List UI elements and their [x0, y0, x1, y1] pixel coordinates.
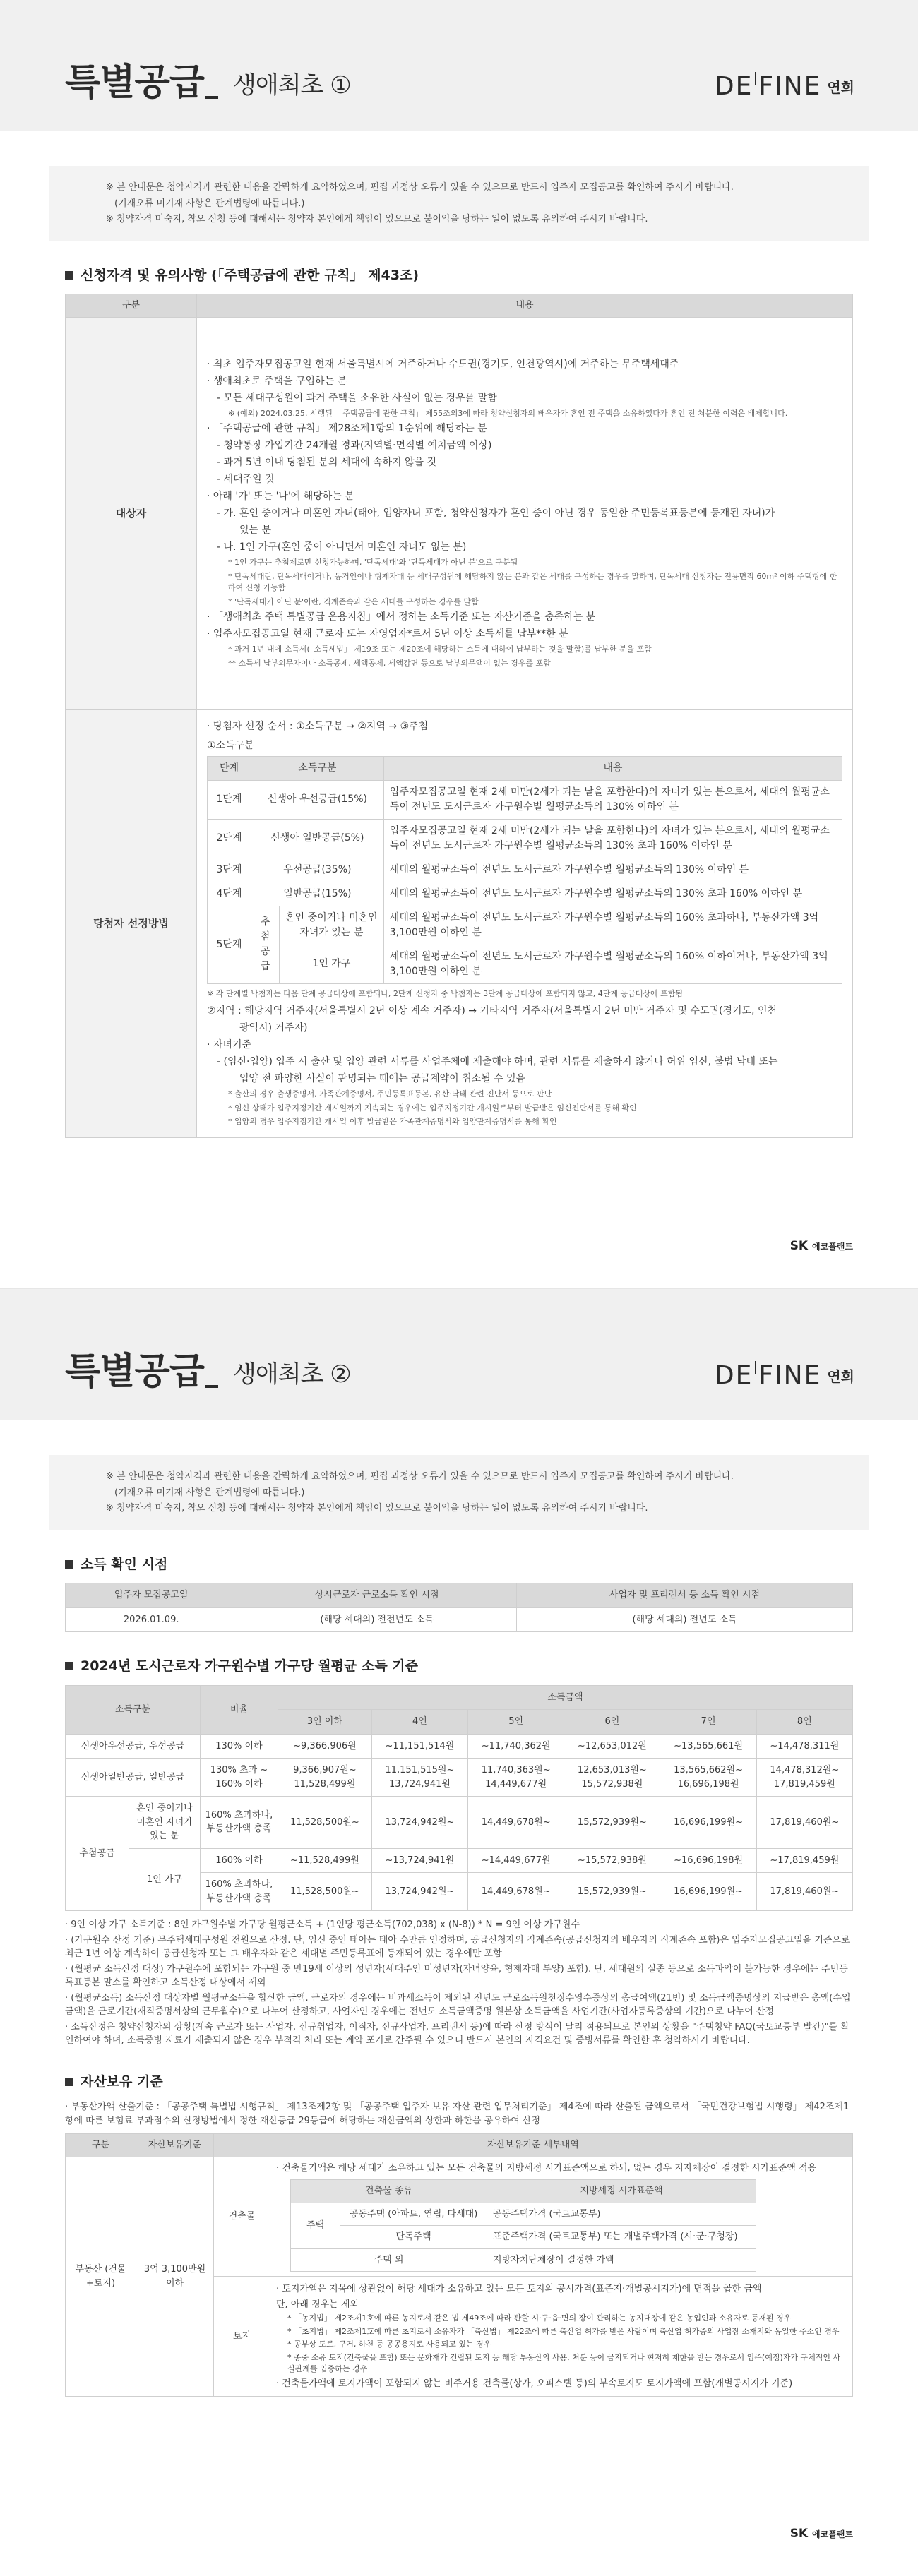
page-title: [65, 1344, 351, 1399]
table-row: 추첨공급 혼인 중이거나 미혼인 자녀가 있는 분 160% 초과하나, 부동산가액 충족 11,528,500원~ 13,724,942원~ 14,449,678원~ 15,572,939원~ 16,696,199원~ 17,819,460원~: [66, 1797, 853, 1849]
notice-line: ※ 청약자격 미숙지, 착오 신청 등에 대해서는 청약자 본인에게 책임이 있으므로 불이익을 당하는 일이 없도록 유의하여 주시기 바랍니다.: [106, 214, 648, 224]
list-item: * 「초지법」 제2조제1호에 따른 초지로서 소유자가 「축산법」 제22조에 따른 축산업 허가를 받은 사람이며 축산업 허가증의 사업장 소재지와 동일한 주소인 경우: [287, 2326, 840, 2336]
notice-box: [49, 1455, 869, 1530]
winner-content: [197, 709, 853, 1137]
list-item: * '단독세대가 아닌 분'이란, 직계존속과 같은 세대를 구성하는 경우를 말함: [228, 597, 479, 606]
notice-box: [49, 166, 869, 241]
list-item: · 「주택공급에 관한 규칙」 제28조제1항의 1순위에 해당하는 분: [207, 423, 487, 435]
list-item: 단, 아래 경우는 제외: [276, 2299, 359, 2310]
list-item: 입양 전 파양한 사실이 판명되는 때에는 공급계약이 취소될 수 있음: [239, 1073, 526, 1084]
list-item: · 입주자모집공고일 현재 근로자 또는 자영업자*로서 5년 이상 소득세를 납부**한 분: [207, 628, 568, 640]
title-sub: 생애최초 ②: [233, 1360, 351, 1389]
list-item: - 모든 세대구성원이 과거 주택을 소유한 사실이 없는 경우를 말함: [217, 392, 497, 404]
table-row: 5단계 추첨 공급 혼인 중이거나 미혼인 자녀가 있는 분 세대의 월평균소득이 전년도 도시근로자 가구원수별 월평균소득의 160% 초과하나, 부동산가액 3억 3,100만원 이하인 분: [208, 906, 842, 945]
list-item: · 「생애최초 주택 특별공급 운용지침」에서 정하는 소득기준 또는 자산기준을 충족하는 분: [207, 611, 596, 623]
notice-line: (기재오류 미기재 사항은 관계법령에 따릅니다.): [114, 198, 305, 209]
list-item: - 가. 혼인 중이거나 미혼인 자녀(태아, 입양자녀 포함, 청약신청자가 혼인 중이 아닌 경우 동일한 주민등록표등본에 등재된 자녀)가: [217, 508, 775, 520]
section-title: 소득 확인 시점: [65, 1554, 853, 1575]
list-item: * 「농지법」 제2조제1호에 따른 농지로서 같은 법 제49조에 따라 관할 시·구·읍·면의 장이 관리하는 농지대장에 같은 농업인과 소유자로 등재된 경우: [287, 2313, 792, 2323]
logo-suffix: 연희: [827, 79, 854, 96]
list-item: · 아래 '가' 또는 '나'에 해당하는 분: [207, 491, 354, 503]
table-row: 신생아일반공급, 일반공급 130% 초과 ~ 160% 이하 9,366,907원~ 11,528,499원 11,151,515원~ 13,724,941원 11,740,363원~ 14,449,677원 12,653,013원~ 15,572,938원 13,565,662원~ 16,696,198원 14,478,312원~ 17,819,459원: [66, 1759, 853, 1797]
list-item: - 나. 1인 가구(혼인 중이 아니면서 미혼인 자녀도 없는 분): [217, 541, 467, 553]
title-main: 특별공급: [65, 1350, 204, 1393]
income-table: [207, 756, 842, 984]
notice-line: ※ 청약자격 미숙지, 착오 신청 등에 대해서는 청약자 본인에게 책임이 있으므로 불이익을 당하는 일이 없도록 유의하여 주시기 바랍니다.: [106, 1503, 648, 1514]
row-header-winner: 당첨자 선정방법: [66, 709, 197, 1137]
table-row: 신생아우선공급, 우선공급 130% 이하 ~9,366,906원 ~11,151,514원 ~11,740,362원 ~12,653,012원 ~13,565,661원 ~14,478,311원: [66, 1734, 853, 1759]
title-underscore: [205, 1385, 218, 1388]
table-row: 1단계 신생아 우선공급(15%) 입주자모집공고일 현재 2세 미만(2세가 되는 날을 포함한다)의 자녀가 있는 분으로서, 세대의 월평균소득이 전년도 도시근로자 가구원수별 월평균소득의 130% 이하인 분: [208, 780, 842, 819]
list-item: 광역시) 거주자): [239, 1022, 308, 1034]
income-standard-table: 소득구분 비율 소득금액 3인 이하 4인 5인 6인 7인 8인 신생아우선공급, 우선공급 130% 이하 ~9,366,906원 ~11,151,514원 ~11,740,362원 ~12,653,012원 ~13,565,661원 ~14,478,311원 신생아일반공급, 일반공급 130% 초과 ~ 160% 이하 9,366,907원~ 11,528,499원 11,151,515원~ 13,724,941원 11,740,363원~ 14,449,677원 12,653,013원~ 15,572,938원 13,565,662원~ 16,696,198원 14,478,312원~ 17,819,459원 추첨공급 혼인 중이거나 미혼인 자녀가 있는 분 160% 초과하나, 부동산가액 충족 11,528,500원~ 13,724,942원~ 14,449,678원~ 15,572,939원~ 16,696,199원~ 17,819,460원~ 1인 가구 160% 이하 ~11,528,499원 ~13,724,941원 ~14,449,677원 ~15,572,938원 ~16,696,198원 ~17,819,459원 160% 초과하나, 부동산가액 충족 11,528,500원~ 13,724,942원~ 14,449,678원~ 15,572,939원~ 16,696,199원~ 17,819,460원~: [65, 1685, 853, 1912]
list-item: ②지역 : 해당지역 거주자(서울특별시 2년 이상 계속 거주자) → 기타지역 거주자(서울특별시 2년 미만 거주자 및 수도권(경기도, 인천: [207, 1005, 777, 1017]
income-time-table: 입주자 모집공고일 상시근로자 근로소득 확인 시점 사업자 및 프리랜서 등 소득 확인 시점 2026.01.09. (해당 세대의) 전전년도 소득 (해당 세대의) 전년도 소득: [65, 1583, 853, 1632]
title-main: 특별공급: [65, 61, 204, 104]
asset-intro: · 부동산가액 산출기준 : 「공공주택 특별법 시행규칙」 제13조제2항 및 「공공주택 입주자 보유 자산 관련 업무처리기준」 제4조에 따라 산출된 금액으로서 「국민건강보험법 시행령」 제42조제1항에 따른 보험료 부과점수의 산정방법에서 정한 재산등급 29등급에 해당하는 재산금액의 상한과 하한을 공유하여 산정: [65, 2102, 850, 2126]
list-item: · 생애최초로 주택을 구입하는 분: [207, 375, 347, 387]
col-header: 내용: [383, 756, 842, 780]
eligibility-table: [65, 294, 853, 1138]
table-row: 2단계 신생아 일반공급(5%) 입주자모집공고일 현재 2세 미만(2세가 되는 날을 포함한다)의 자녀가 있는 분으로서, 세대의 월평균소득이 전년도 도시근로자 가구원수별 월평균소득의 130% 초과 160% 이하인 분: [208, 819, 842, 858]
brand-logo: DE FINE 연희: [714, 72, 854, 101]
page-title: [65, 55, 351, 110]
table-row: 1인 가구 세대의 월평균소득이 전년도 도시근로자 가구원수별 월평균소득의 160% 이하이거나, 부동산가액 3억 3,100만원 이하인 분: [208, 945, 842, 983]
table-row: 160% 초과하나, 부동산가액 충족 11,528,500원~ 13,724,942원~ 14,449,678원~ 15,572,939원~ 16,696,199원~ 17,819,460원~: [66, 1873, 853, 1911]
title-sub: 생애최초 ①: [233, 71, 351, 100]
list-item: ** 소득세 납부의무자이나 소득공제, 세액공제, 세액감면 등으로 납부의무액이 없는 경우를 포함: [228, 658, 551, 668]
target-list: [197, 317, 853, 709]
row-header-target: 대상자: [66, 317, 197, 709]
list-item: · 토지가액은 지목에 상관없이 해당 세대가 소유하고 있는 모든 토지의 공시가격(표준지·개별공시지가)에 면적을 곱한 금액: [276, 2284, 762, 2294]
note-line: · (월평균 소득산정 대상) 가구원수에 포함되는 가구원 중 만19세 이상의 성년자(세대주인 미성년자(자녀양육, 형제자매 부양) 포함). 단, 세대원의 실종 등으로 소득파악이 불가능한 경우에는 주민등록표등본 말소를 확인하고 소득산정 대상에서 제외: [65, 1963, 848, 1988]
list-item: * 종중 소유 토지(건축물을 포함) 또는 문화재가 건립된 토지 등 해당 부동산의 사용, 처분 등이 금지되거나 현저히 제한을 받는 경우로서 입주(예정)자가 구체적인 사실관계를 입증하는 경우: [287, 2352, 841, 2373]
list-item: * 1인 가구는 추첨제로만 신청가능하며, '단독세대'와 '단독세대가 아닌 분'으로 구분됨: [228, 558, 518, 568]
section-title: 신청자격 및 유의사항 (「주택공급에 관한 규칙」 제43조): [65, 265, 853, 286]
building-table: 건축물 종류 지방세정 시가표준액 주택 공동주택 (아파트, 연립, 다세대) 공동주택가격 (국토교통부) 단독주택 표준주택가격 (국토교통부) 또는 개별주택가격 (시·군·구청장) 주택 외 지방자치단체장이 결정한 가액: [290, 2179, 756, 2272]
notice-line: (기재오류 미기재 사항은 관계법령에 따릅니다.): [114, 1487, 305, 1498]
region-list: [207, 1004, 842, 1128]
list-item: * 입양의 경우 입주지정기간 개시일 이후 발급받은 가족관계증명서와 입양관계증명서를 통해 확인: [228, 1117, 557, 1126]
table-row: 토지 · 토지가액은 지목에 상관없이 해당 세대가 소유하고 있는 모든 토지의 공시가격(표준지·개별공시지가)에 면적을 곱한 금액 단, 아래 경우는 제외 * 「농지법」 제2조제1호에 따른 농지로서 같은 법 제49조에 따라 관할 시·구·읍·면의 장이 관리하는 농지대장에 같은 농업인과 소유자로 등재된 경우 * 「초지법」 제2조제1호에 따른 초지로서 소유자가 「축산법」 제22조에 따른 축산업 허가를 받은 사람이며 축산업 허가증의 사업장 소재지와 동일한 주소인 경우 * 공부상 도로, 구거, 하천 등 공공용지로 사용되고 있는 경우 * 종중 소유 토지(건축물을 포함) 또는 문화재가 건립된 토지 등 해당 부동산의 사용, 처분 등이 금지되거나 현저히 제한을 받는 경우로서 입주(예정)자가 구체적인 사실관계를 입증하는 경우 · 건축물가액에 토지가액이 포함되지 않는 비주거용 건축물(상가, 오피스텔 등)의 부속토지도 토지가액에 포함(개별공시지가 기준): [66, 2277, 853, 2397]
col-header: 단계: [208, 756, 251, 780]
list-item: · 건축물가액에 토지가액이 포함되지 않는 비주거용 건축물(상가, 오피스텔 등)의 부속토지도 토지가액에 포함(개별공시지가 기준): [276, 2378, 793, 2389]
list-item: * 임신 상태가 입주지정기간 개시일까지 지속되는 경우에는 입주지정기간 개시일로부터 발급받은 임신진단서를 통해 확인: [228, 1103, 637, 1113]
section-title: 자산보유 기준: [65, 2072, 853, 2092]
list-item: - 과거 5년 이내 당첨된 분의 세대에 속하지 않을 것: [217, 457, 436, 469]
col-header: 소득구분: [251, 756, 384, 780]
table-row: 4단계 일반공급(15%) 세대의 월평균소득이 전년도 도시근로자 가구원수별 월평균소득의 130% 초과 160% 이하인 분: [208, 882, 842, 906]
page-header: [0, 1289, 918, 1420]
list-item: * 과거 1년 내에 소득세(「소득세법」 제19조 또는 제20조에 해당하는 소득에 대하여 납부하는 것을 말함)를 납부한 분을 포함: [228, 645, 652, 654]
list-item: ※ (예외) 2024.03.25. 시행된 「주택공급에 관한 규칙」 제55조의3에 따라 청약신청자의 배우자가 혼인 전 주택을 소유하였다가 혼인 전 처분한 이력은 배제합니다.: [228, 408, 788, 418]
section-eligibility: [65, 265, 853, 1138]
land-list: [270, 2277, 853, 2397]
note-line: · (가구원수 산정 기준) 무주택세대구성원 전원으로 산정. 단, 임신 중인 태아는 태아 수만큼 인정하며, 공급신청자의 직계존속(공급신청자의 배우자의 직계존속 포함)은 입주자모집공고일을 기준으로 최근 1년 이상 계속하여 공급신청자 또는 그 배우자와 같은 세대별 주민등록표에 등재되어 있는 경우에만 포함: [65, 1934, 850, 1959]
note-line: · 9인 이상 가구 소득기준 : 8인 가구원수별 가구당 월평균소득 + (1인당 평균소득(702,038) x (N-8)) * N = 9인 이상 가구원수: [65, 1919, 580, 1930]
income-note: ※ 각 단계별 낙첨자는 다음 단계 공급대상에 포함되나, 2단계 신청자 중 낙첨자는 3단계 공급대상에 포함되지 않고, 4단계 공급대상에 포함됨: [207, 988, 683, 998]
list-item: * 공부상 도로, 구거, 하천 등 공공용지로 사용되고 있는 경우: [287, 2340, 491, 2349]
section-asset: [65, 2072, 853, 2397]
note-line: · 소득산정은 청약신청자의 상황(계속 근로자 또는 사업자, 신규취업자, 이직자, 신규사업자, 프리랜서 등)에 따라 산정 방식이 달리 적용되므로 본인의 상황을 "주택청약 FAQ(국토교통부 발간)"를 확인하여야 하며, 소득증빙 자료가 제출되지 않은 경우 부적격 처리 또는 계약 포기로 간주될 수 있으니 반드시 본인의 자격요건 및 증빙서류를 확인한 후 청약하시기 바랍니다.: [65, 2021, 850, 2046]
page-2: [0, 1288, 918, 2575]
list-item: - 청약통장 가입기간 24개월 경과(지역별·면적별 예치금액 이상): [217, 440, 492, 452]
table-row: 부동산 (건물+토지) 3억 3,100만원 이하 건축물 · 건축물가액은 해당 세대가 소유하고 있는 모든 건축물의 지방세정 시가표준액으로 하되, 없는 경우 지자체장이 결정한 시가표준액 적용 건축물 종류 지방세정 시가표준액 주택 공동주택 (아파트, 연립, 다세대) 공동주택가격 (국토교통부) 단독주택 표준주택가격 (국토교통부) 또는 개별주택가격 (시·군·구청장) 주택 외 지방자치단체장이 결정한 가액: [66, 2157, 853, 2277]
table-row: 2026.01.09. (해당 세대의) 전전년도 소득 (해당 세대의) 전년도 소득: [66, 1607, 853, 1632]
notice-line: ※ 본 안내문은 청약자격과 관련한 내용을 간략하게 요약하였으며, 편집 과정상 오류가 있을 수 있으므로 반드시 입주자 모집공고를 확인하여 주시기 바랍니다.: [106, 1471, 734, 1482]
winner-intro: · 당첨자 선정 순서 : ①소득구분 → ②지역 → ③추첨: [207, 720, 429, 732]
list-item: · 최초 입주자모집공고일 현재 서울특별시에 거주하거나 수도권(경기도, 인천광역시)에 거주하는 무주택세대주: [207, 358, 679, 370]
logo-suffix: 연희: [827, 1368, 854, 1385]
table-row: 3단계 우선공급(35%) 세대의 월평균소득이 전년도 도시근로자 가구원수별 월평균소득의 130% 이하인 분: [208, 858, 842, 882]
list-item: - 세대주일 것: [217, 474, 275, 486]
col-header: 내용: [197, 294, 853, 318]
asset-table: 구분 자산보유기준 자산보유기준 세부내역 부동산 (건물+토지) 3억 3,100만원 이하 건축물 · 건축물가액은 해당 세대가 소유하고 있는 모든 건축물의 지방세정 시가표준액으로 하되, 없는 경우 지자체장이 결정한 시가표준액 적용 건축물 종류 지방세정 시가표준액 주택 공동주택 (아파트, 연립, 다세대) 공동주택가격 (국토교통부) 단독주택 표준주택가격 (국토교통부) 또는 개별주택가격 (시·군·구청장) 주택 외 지방자치단체장이 결정한 가액 토지 · 토지가액은 지목에 상관없이 해당 세대가 소유하고 있는 모든 토지의 공시가격(표준지·개별공시지가)에 면적을 곱한 금액 단, 아래 경우는 제외 * 「농지법」 제2조제1호에 따른 농지로서 같은 법 제49조에 따라 관할 시·구·읍·면의 장이 관리하는 농지대장에 같은 농업인과 소유자로 등재된 경우 * 「초지법」 제2조제1호에 따른 초지로서 소유자가 「축산법」 제22조에 따른 축산업 허가를 받은 사람이며 축산업 허가증의 사업장 소재지와 동일한 주소인 경우 * 공부상 도로, 구거, 하천 등 공공용지로 사용되고 있는 경우 * 종중 소유 토지(건축물을 포함) 또는 문화재가 건립된 토지 등 해당 부동산의 사용, 처분 등이 금지되거나 현저히 제한을 받는 경우로서 입주(예정)자가 구체적인 사실관계를 입증하는 경우 · 건축물가액에 토지가액이 포함되지 않는 비주거용 건축물(상가, 오피스텔 등)의 부속토지도 토지가액에 포함(개별공시지가 기준): [65, 2133, 853, 2397]
note-line: · (월평균소득) 소득산정 대상자별 월평균소득을 합산한 금액. 근로자의 경우에는 비과세소득이 제외된 전년도 근로소득원천징수영수증상의 총급여액(21번) 및 소득금액증명상의 지급받은 총액(수입금액)을 근로기간(재직증명서상의 근무월수)으로 나누어 산정하고, 사업자인 경우에는 전년도 소득금액증명 원본상 소득금액을 사업기간(사업자등록증상의 기간)으로 나누어 산정: [65, 1992, 851, 2017]
footer-logo: SK 에코플랜트: [789, 1238, 853, 1253]
section-income-time: [65, 1554, 853, 1633]
list-item: · 자녀기준: [207, 1039, 251, 1050]
page-header: [0, 0, 918, 131]
notice-line: ※ 본 안내문은 청약자격과 관련한 내용을 간략하게 요약하였으며, 편집 과정상 오류가 있을 수 있으므로 반드시 입주자 모집공고를 확인하여 주시기 바랍니다.: [106, 182, 734, 193]
income-notes: [65, 1918, 853, 2048]
list-item: 있는 분: [239, 525, 272, 537]
list-item: - (임신·입양) 입주 시 출산 및 입양 관련 서류를 사업주체에 제출해야 하며, 관련 서류를 제출하지 않거나 허위 임신, 불법 낙태 또는: [217, 1056, 778, 1067]
table-row: 1인 가구 160% 이하 ~11,528,499원 ~13,724,941원 ~14,449,677원 ~15,572,938원 ~16,696,198원 ~17,819,459원: [66, 1848, 853, 1873]
income-title: ①소득구분: [207, 739, 254, 751]
col-header: 구분: [66, 294, 197, 318]
title-underscore: [205, 96, 218, 99]
brand-logo: DE FINE 연희: [714, 1361, 854, 1390]
section-title: 2024년 도시근로자 가구원수별 가구당 월평균 소득 기준: [65, 1656, 853, 1677]
list-item: * 출산의 경우 출생증명서, 가족관계증명서, 주민등록표등본, 유산·낙태 관련 진단서 등으로 판단: [228, 1089, 552, 1098]
footer-logo: SK 에코플랜트: [789, 2526, 853, 2541]
section-income-standard: [65, 1656, 853, 2048]
list-item: * 단독세대란, 단독세대이거나, 동거인이나 형제자매 등 세대구성원에 해당하지 않는 분과 같은 세대를 구성하는 경우를 말하며, 단독세대 신청자는 전용면적 60m² 이하 주택형에 한하여 신청 가능함: [228, 571, 837, 593]
